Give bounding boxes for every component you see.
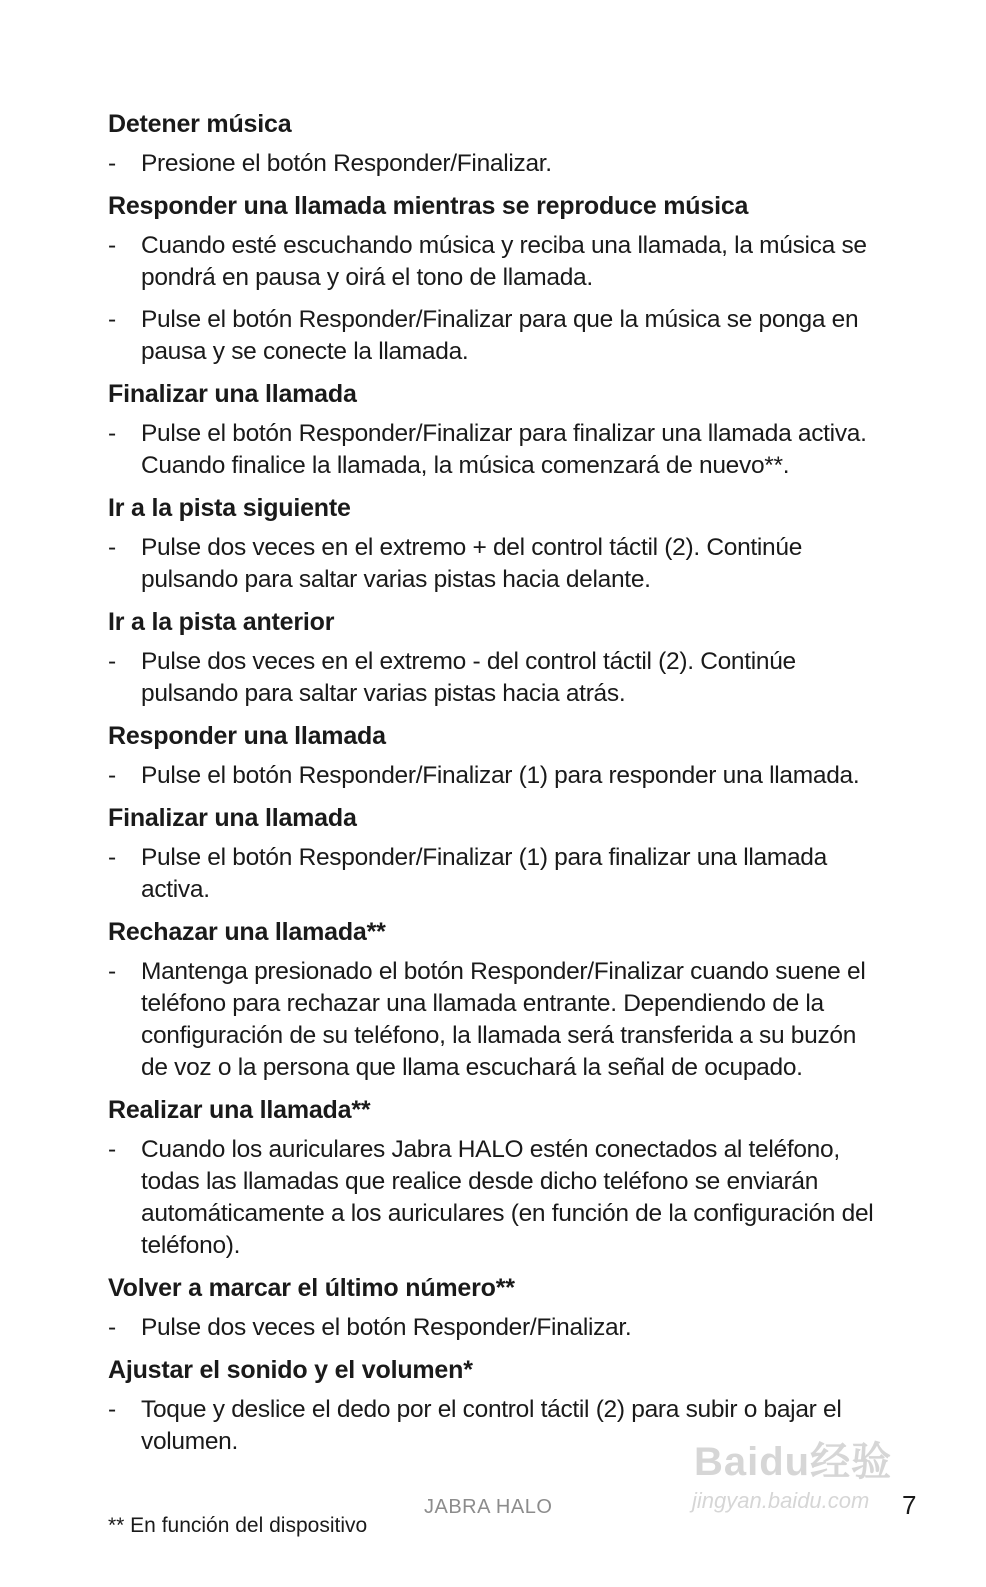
section-heading: Finalizar una llamada (108, 804, 357, 832)
list-item (108, 304, 880, 368)
section-heading: Ir a la pista anterior (108, 608, 335, 636)
bullet-dash: - (108, 150, 116, 177)
list-item-text: Pulse dos veces en el extremo - del control táctil (2). Continúe pulsando para saltar varias pistas hacia atrás. (141, 648, 796, 707)
list-item (108, 842, 880, 906)
page-number: 7 (902, 1490, 917, 1520)
section-heading: Responder una llamada mientras se reproduce música (108, 192, 749, 220)
section (108, 802, 880, 906)
list-item-text: Toque y deslice el dedo por el control táctil (2) para subir o bajar el volumen. (141, 1396, 842, 1455)
section (108, 190, 880, 368)
section (108, 108, 880, 180)
list-item-text: Cuando esté escuchando música y reciba una llamada, la música se pondrá en pausa y oirá el tono de llamada. (141, 232, 867, 291)
bullet-dash: - (108, 534, 116, 561)
list-item (108, 1394, 880, 1458)
list-item (108, 418, 880, 482)
list-item-text: Mantenga presionado el botón Responder/Finalizar cuando suene el teléfono para rechazar una llamada entrante. Dependiendo de la configuración de su teléfono, la llamada será transferida a su buzón de voz o la persona que llama escuchará la señal de ocupado. (141, 958, 866, 1081)
section (108, 378, 880, 482)
section (108, 1272, 880, 1344)
section (108, 720, 880, 792)
section-heading: Finalizar una llamada (108, 380, 357, 408)
section-heading: Ir a la pista siguiente (108, 494, 351, 522)
section-heading: Rechazar una llamada** (108, 918, 386, 946)
list-item (108, 956, 880, 1084)
bullet-dash: - (108, 232, 116, 259)
bullet-dash: - (108, 958, 116, 985)
bullet-dash: - (108, 306, 116, 333)
watermark-url: jingyan.baidu.com (692, 1488, 870, 1513)
bullet-dash: - (108, 420, 116, 447)
list-item-text: Pulse el botón Responder/Finalizar (1) para responder una llamada. (141, 762, 860, 789)
section (108, 1354, 880, 1458)
list-item-text: Pulse dos veces el botón Responder/Finalizar. (141, 1314, 632, 1341)
bullet-dash: - (108, 762, 116, 789)
list-item-text: Pulse el botón Responder/Finalizar para finalizar una llamada activa. Cuando finalice la llamada, la música comenzará de nuevo**. (141, 420, 867, 479)
bullet-dash: - (108, 1396, 116, 1423)
section (108, 1094, 880, 1262)
list-item-text: Pulse dos veces en el extremo + del control táctil (2). Continúe pulsando para saltar varias pistas hacia delante. (141, 534, 803, 593)
section-heading: Realizar una llamada** (108, 1096, 371, 1124)
bullet-dash: - (108, 844, 116, 871)
bullet-dash: - (108, 1314, 116, 1341)
list-item (108, 148, 880, 180)
list-item (108, 1312, 880, 1344)
list-item (108, 1134, 880, 1262)
bullet-dash: - (108, 1136, 116, 1163)
section (108, 492, 880, 596)
section (108, 916, 880, 1084)
section (108, 606, 880, 710)
list-item (108, 646, 880, 710)
section-heading: Ajustar el sonido y el volumen* (108, 1356, 473, 1384)
list-item (108, 230, 880, 294)
bullet-dash: - (108, 648, 116, 675)
list-item (108, 532, 880, 596)
document-body (108, 108, 880, 1468)
section-heading: Detener música (108, 110, 292, 138)
list-item-text: Cuando los auriculares Jabra HALO estén conectados al teléfono, todas las llamadas que realice desde dicho teléfono se enviarán automáticamente a los auriculares (en función de la configuración del teléfono). (141, 1136, 874, 1259)
list-item-text: Pulse el botón Responder/Finalizar (1) para finalizar una llamada activa. (141, 844, 827, 903)
list-item-text: Pulse el botón Responder/Finalizar para que la música se ponga en pausa y se conecte la llamada. (141, 306, 859, 365)
footnote: ** En función del dispositivo (108, 1514, 368, 1537)
footer-brand: JABRA HALO (424, 1496, 553, 1518)
watermark-logo: Baidu经验 (694, 1440, 893, 1484)
section-heading: Volver a marcar el último número** (108, 1274, 515, 1302)
list-item-text: Presione el botón Responder/Finalizar. (141, 150, 552, 177)
list-item (108, 760, 880, 792)
section-heading: Responder una llamada (108, 722, 386, 750)
